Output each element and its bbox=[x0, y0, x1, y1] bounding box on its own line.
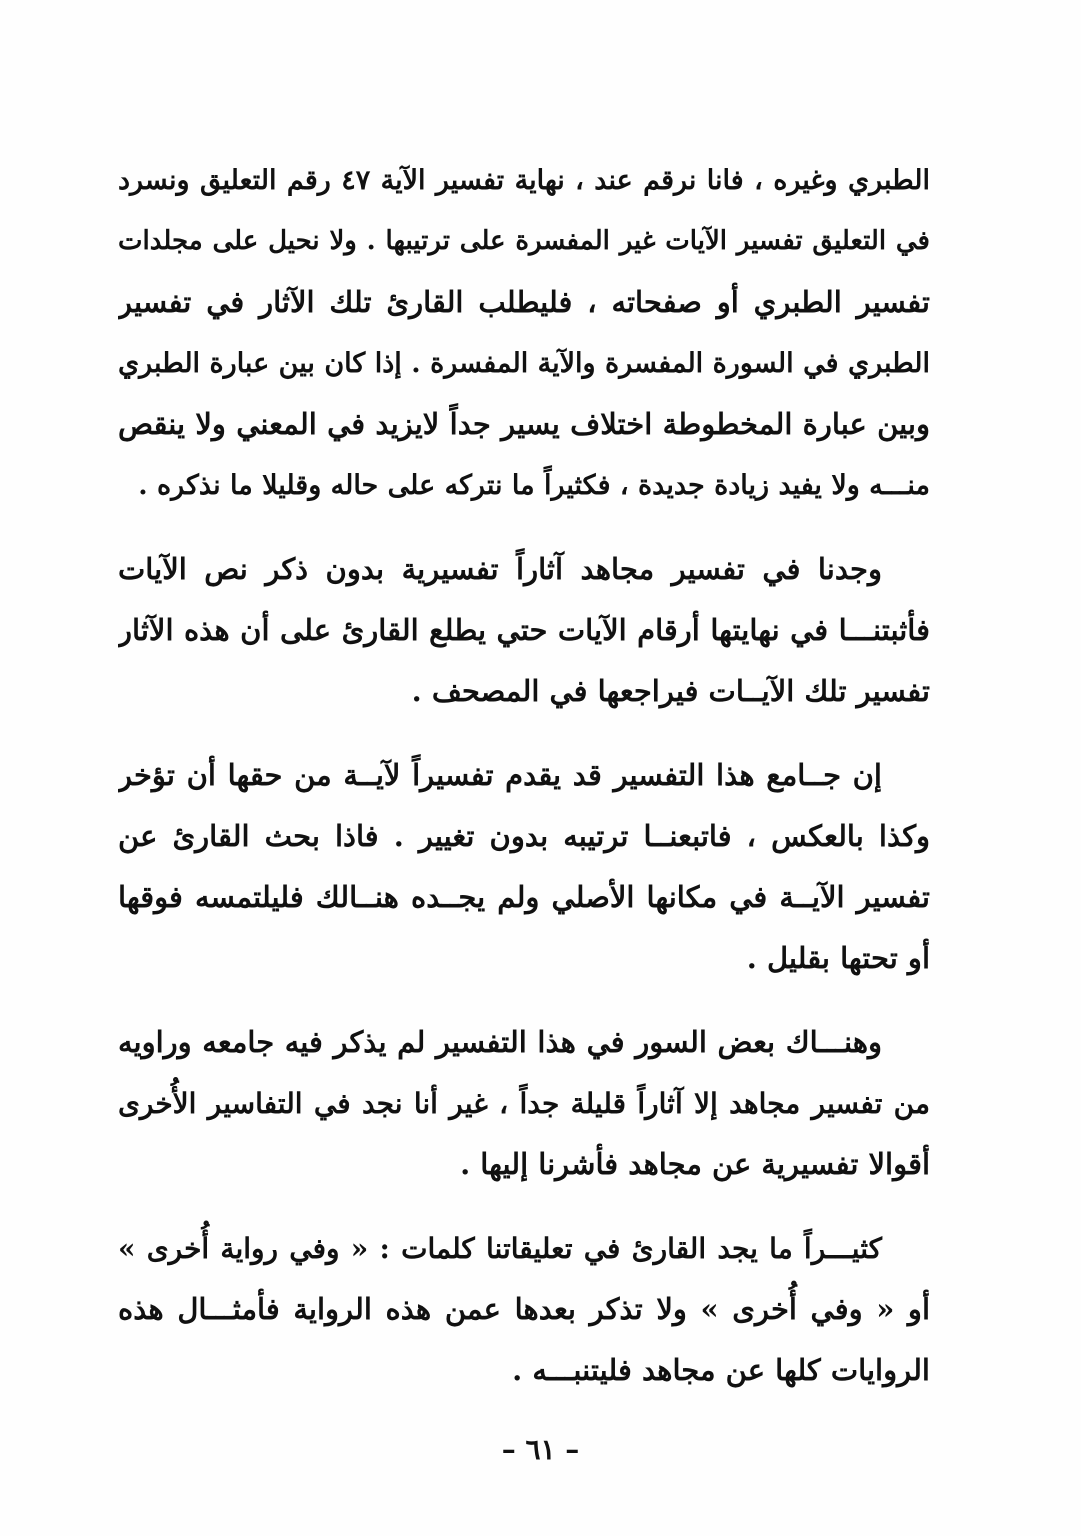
paragraph-gap bbox=[118, 722, 930, 745]
text-line: منـــه ولا يفيد زيادة جديدة ، فكثيراً ما نتركه على حاله وقليلا ما نذكره . bbox=[138, 470, 930, 501]
text-line: إن جــامع هذا التفسير قد يقدم تفسيراً لآيــة من حقها أن تؤخر bbox=[118, 758, 882, 792]
paragraph-3 bbox=[118, 745, 930, 989]
text-body bbox=[118, 150, 930, 1401]
text-line: فأثبتنـــا في نهايتها أرقام الآيات حتي يطلع القارئ على أن هذه الآثار bbox=[118, 613, 930, 647]
text-line: وبين عبارة المخطوطة اختلاف يسير جداً لايزيد في المعني ولا ينقص bbox=[118, 407, 930, 441]
paragraph-2 bbox=[118, 539, 930, 722]
text-line: من تفسير مجاهد إلا آثاراً قليلة جداً ، غير أنا نجد في التفاسير الأُخرى bbox=[118, 1087, 930, 1120]
text-line: أقوالا تفسيرية عن مجاهد فأشرنا إليها . bbox=[460, 1147, 930, 1181]
text-line: أو « وفي أُخرى » ولا تذكر بعدها عمن هذه الرواية فأمثـــال هذه bbox=[118, 1292, 930, 1326]
paragraph-4 bbox=[118, 1012, 930, 1195]
paragraph-gap bbox=[118, 1195, 930, 1218]
text-line: وجدنا في تفسير مجاهد آثاراً تفسيرية بدون ذكر نص الآيات bbox=[118, 552, 882, 586]
text-line: تفسير الآيــة في مكانها الأصلي ولم يجــده هنــالك فليلتمسه فوقها bbox=[118, 880, 930, 914]
text-line: وكذا بالعكس ، فاتبعنــا ترتيبه بدون تغيير . فاذا بحث القارئ عن bbox=[118, 819, 930, 853]
text-line: كثيـــراً ما يجد القارئ في تعليقاتنا كلمات : « وفي رواية أُخرى » bbox=[118, 1232, 882, 1265]
text-line: تفسير تلك الآيــات فيراجعها في المصحف . bbox=[411, 674, 930, 708]
text-line: الطبري وغيره ، فانا نرقم عند ، نهاية تفسير الآية ٤٧ رقم التعليق ونسرد bbox=[118, 165, 930, 196]
text-line: الطبري في السورة المفسرة والآية المفسرة . إذا كان بين عبارة الطبري bbox=[118, 348, 930, 379]
text-line: الروايات كلها عن مجاهد فليتنبـــه . bbox=[512, 1353, 930, 1387]
paragraph-1 bbox=[118, 150, 930, 516]
page-number: – ٦١ – bbox=[501, 1433, 580, 1466]
paragraph-5 bbox=[118, 1218, 930, 1401]
text-line: وهنـــاك بعض السور في هذا التفسير لم يذكر فيه جامعه وراويه bbox=[118, 1025, 882, 1059]
text-line: تفسير الطبري أو صفحاته ، فليطلب القارئ تلك الآثار في تفسير bbox=[118, 285, 930, 319]
paragraph-gap bbox=[118, 989, 930, 1012]
text-line: أو تحتها بقليل . bbox=[746, 941, 930, 975]
paragraph-gap bbox=[118, 516, 930, 539]
text-line: في التعليق تفسير الآيات غير المفسرة على ترتيبها . ولا نحيل على مجلدات bbox=[118, 226, 930, 256]
